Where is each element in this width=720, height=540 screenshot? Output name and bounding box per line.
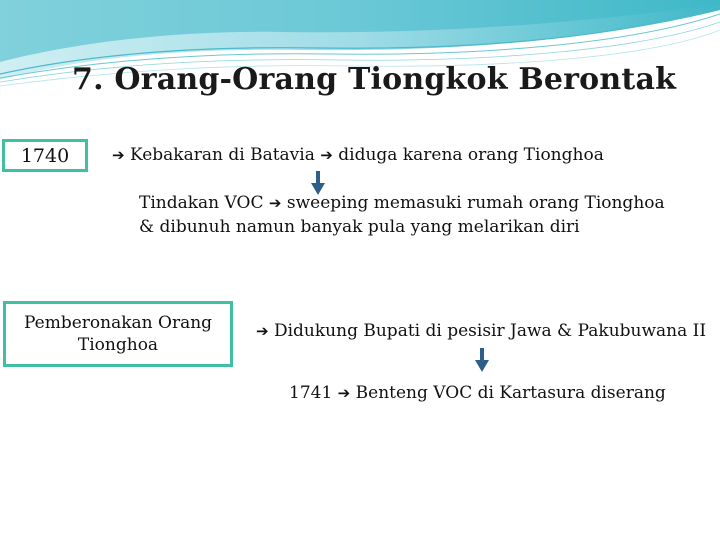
line-kartasura-attack [289, 382, 666, 404]
rebellion-box [3, 301, 233, 367]
right-arrow-icon: ➔ [337, 384, 351, 402]
rebellion-label-line2: Tionghoa [77, 335, 159, 355]
rebellion-label-line1: Pemberonakan Orang [23, 313, 213, 333]
year-1741: 1741 [289, 383, 333, 403]
line-voc-action [139, 192, 665, 214]
right-arrow-icon: ➔ [256, 322, 269, 340]
fire-text: Kebakaran di Batavia [129, 145, 315, 165]
line-support [256, 320, 706, 342]
voc-action-text: Tindakan VOC [139, 193, 264, 213]
line-fire-batavia [112, 144, 604, 166]
sweeping-text: sweeping memasuki rumah orang Tionghoa [286, 193, 665, 213]
right-arrow-icon: ➔ [320, 146, 333, 164]
right-arrow-icon: ➔ [112, 146, 125, 164]
line-killed-fled: & dibunuh namun banyak pula yang melarikan diri [139, 217, 580, 237]
attack-text: Benteng VOC di Kartasura diserang [355, 383, 666, 403]
year-label: 1740 [20, 144, 70, 167]
down-arrow-icon [475, 348, 489, 372]
right-arrow-icon: ➔ [268, 194, 282, 212]
slide-title: 7. Orang-Orang Tiongkok Berontak [72, 62, 677, 97]
support-text: Didukung Bupati di pesisir Jawa & Pakubuwana II [273, 321, 707, 341]
year-box-1740 [2, 139, 88, 172]
suspect-text: diduga karena orang Tionghoa [338, 145, 604, 165]
